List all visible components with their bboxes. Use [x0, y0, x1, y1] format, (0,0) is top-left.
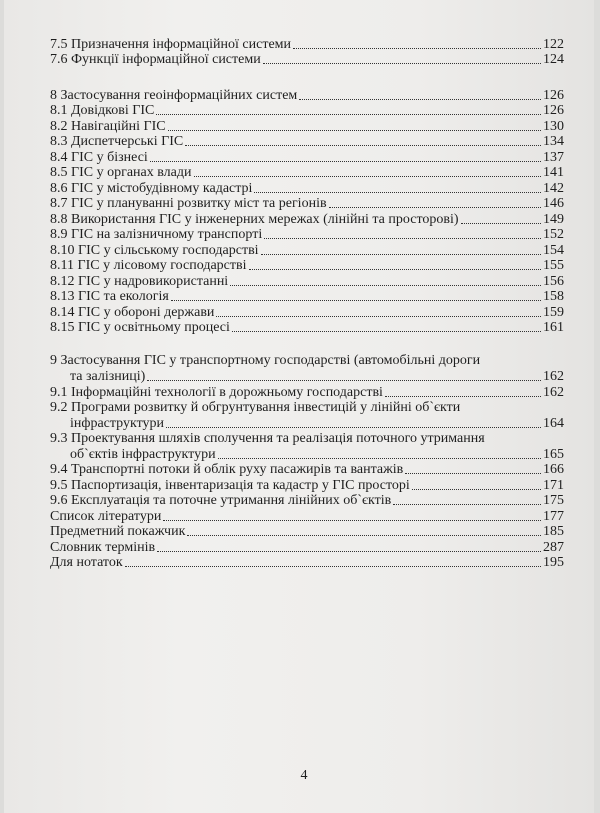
- dot-leader: [125, 566, 541, 567]
- dot-leader: [412, 489, 541, 490]
- toc-entry-title: 7.5 Призначення інформаційної системи: [50, 36, 292, 52]
- toc-entry: [50, 273, 564, 289]
- dot-leader: [405, 473, 541, 474]
- toc-entry-page: 141: [543, 165, 564, 180]
- toc-entry: [50, 446, 564, 462]
- toc-entry: [50, 227, 564, 243]
- toc-entry-title: 9.4 Транспортні потоки й облік руху пасажирів та вантажів: [50, 462, 404, 477]
- toc-entry-page: 165: [543, 446, 564, 462]
- dot-leader: [171, 300, 541, 301]
- toc-entry-title: 8.9 ГІС на залізничному транспорті: [50, 227, 263, 242]
- toc-entry-title: 8.6 ГІС у містобудівному кадастрі: [50, 180, 253, 196]
- toc-entry-page: 175: [543, 493, 564, 508]
- toc-entry-page: 126: [543, 103, 564, 118]
- page-number: 4: [300, 768, 308, 783]
- toc-entry: [50, 242, 564, 258]
- toc-entry: [50, 289, 564, 305]
- toc-entry: [50, 211, 564, 227]
- toc-entry: [50, 369, 564, 385]
- toc-entry: [50, 524, 564, 540]
- toc-entry: [50, 384, 564, 400]
- dot-leader: [163, 520, 541, 521]
- toc-entry-title-line2: об`єктів інфраструктури: [70, 446, 216, 462]
- dot-leader: [299, 99, 541, 100]
- toc-entry-page: 149: [543, 211, 564, 227]
- dot-leader: [385, 396, 541, 397]
- toc-entry-title: Словник термінів: [50, 539, 156, 555]
- toc-entry-title-line2: та залізниці): [70, 369, 146, 384]
- toc-section-8: [50, 87, 564, 335]
- document-page: [4, 0, 594, 813]
- toc-entry-title: 8.11 ГІС у лісовому господарстві: [50, 258, 247, 273]
- dot-leader: [261, 254, 541, 255]
- dot-leader: [166, 427, 541, 428]
- dot-leader: [232, 331, 541, 332]
- toc-entry-multiline: [50, 400, 564, 431]
- dot-leader: [218, 458, 541, 459]
- toc-entry-page: 171: [543, 477, 564, 493]
- toc-entry: [50, 36, 564, 52]
- toc-entry-page: 195: [543, 555, 564, 570]
- toc-entry: [50, 134, 564, 150]
- toc-entry-page: 158: [543, 289, 564, 304]
- toc-entry-title: 8.7 ГІС у плануванні розвитку міст та регіонів: [50, 196, 327, 211]
- toc-entry-title: Список літератури: [50, 508, 162, 524]
- toc-entry-title-line2: інфраструктури: [70, 415, 165, 431]
- dot-leader: [185, 145, 541, 146]
- toc-entry: [50, 493, 564, 509]
- dot-leader: [156, 114, 541, 115]
- dot-leader: [230, 285, 541, 286]
- toc-entry-page: 154: [543, 242, 564, 258]
- toc-entry-title: 9.1 Інформаційні технології в дорожньому господарстві: [50, 384, 383, 400]
- toc-entry-page: 155: [543, 258, 564, 273]
- toc-entry: [50, 52, 564, 68]
- toc-entry: [50, 320, 564, 336]
- toc-entry-multiline: [50, 353, 564, 384]
- toc-entry-title: 8.10 ГІС у сільському господарстві: [50, 242, 259, 258]
- toc-entry-title: 8.8 Використання ГІС у інженерних мережах (лінійні та просторові): [50, 211, 459, 227]
- toc-entry-page: 130: [543, 118, 564, 134]
- toc-entry-title: 8.2 Навігаційні ГІС: [50, 118, 166, 134]
- toc-entry-page: 164: [543, 415, 564, 431]
- toc-entry-title: 8.13 ГІС та екологія: [50, 289, 169, 304]
- toc-entry: [50, 149, 564, 165]
- dot-leader: [393, 504, 541, 505]
- toc-entry-page: 287: [543, 539, 564, 555]
- toc-entry-page: 161: [543, 320, 564, 335]
- toc-entry-page: 166: [543, 462, 564, 477]
- dot-leader: [293, 48, 541, 49]
- toc-entry-page: 159: [543, 304, 564, 320]
- dot-leader: [263, 63, 541, 64]
- dot-leader: [147, 380, 541, 381]
- toc-entry: [50, 118, 564, 134]
- toc-section-9: [50, 353, 564, 570]
- toc-entry-page: 137: [543, 149, 564, 165]
- dot-leader: [249, 269, 542, 270]
- dot-leader: [187, 535, 541, 536]
- dot-leader: [329, 207, 541, 208]
- toc-entry-title: 8.12 ГІС у надровикористанні: [50, 273, 229, 289]
- toc-entry-title: 9.5 Паспортизація, інвентаризація та кадастр у ГІС просторі: [50, 477, 410, 493]
- toc-entry-title: 8.3 Диспетчерські ГІС: [50, 134, 184, 149]
- table-of-contents: [50, 36, 564, 570]
- dot-leader: [264, 238, 541, 239]
- toc-entry: [50, 555, 564, 571]
- toc-section-7: [50, 36, 564, 67]
- dot-leader: [168, 130, 541, 131]
- dot-leader: [461, 223, 541, 224]
- toc-entry: [50, 304, 564, 320]
- toc-entry-title: 8.4 ГІС у бізнесі: [50, 149, 148, 165]
- toc-entry: [50, 103, 564, 119]
- toc-entry-title: Предметний покажчик: [50, 524, 186, 539]
- toc-entry-page: 134: [543, 134, 564, 149]
- toc-entry: [50, 165, 564, 181]
- dot-leader: [194, 176, 542, 177]
- toc-entry-page: 177: [543, 508, 564, 524]
- toc-entry: [50, 462, 564, 478]
- toc-entry-page: 142: [543, 180, 564, 196]
- toc-entry: [50, 415, 564, 431]
- dot-leader: [150, 161, 541, 162]
- dot-leader: [216, 316, 541, 317]
- toc-entry: [50, 87, 564, 103]
- toc-entry-page: 156: [543, 273, 564, 289]
- toc-entry: [50, 539, 564, 555]
- toc-entry: [50, 196, 564, 212]
- toc-entry: [50, 477, 564, 493]
- toc-entry-title: 8 Застосування геоінформаційних систем: [50, 87, 298, 103]
- toc-entry-page: 146: [543, 196, 564, 211]
- toc-entry-title: 7.6 Функції інформаційної системи: [50, 52, 261, 67]
- toc-entry-page: 124: [543, 52, 564, 67]
- toc-entry-title-line1: 9 Застосування ГІС у транспортному господарстві (автомобільні дороги: [50, 353, 481, 368]
- toc-entry-title: 8.15 ГІС у освітньому процесі: [50, 320, 230, 335]
- toc-entry: [50, 180, 564, 196]
- toc-entry-title: Для нотаток: [50, 555, 123, 570]
- toc-entry-multiline: [50, 431, 564, 462]
- toc-entry-page: 185: [543, 524, 564, 539]
- toc-entry-title: 8.14 ГІС у обороні держави: [50, 304, 215, 320]
- toc-entry: [50, 508, 564, 524]
- toc-entry: [50, 258, 564, 274]
- toc-entry-title-line1: 9.3 Проектування шляхів сполучення та реалізація поточного утримання: [50, 430, 485, 446]
- toc-entry-title: 8.5 ГІС у органах влади: [50, 165, 192, 180]
- toc-entry-page: 126: [543, 87, 564, 103]
- toc-entry-page: 162: [543, 384, 564, 400]
- toc-entry-title: 9.6 Експлуатація та поточне утримання лінійних об`єктів: [50, 493, 392, 508]
- dot-leader: [254, 192, 541, 193]
- dot-leader: [157, 551, 541, 552]
- toc-entry-page: 122: [543, 36, 564, 52]
- toc-entry-title: 8.1 Довідкові ГІС: [50, 103, 155, 118]
- toc-entry-page: 162: [543, 369, 564, 384]
- toc-entry-title-line1: 9.2 Програми розвитку й обгрунтування інвестицій у лінійні об`єкти: [50, 399, 461, 415]
- toc-entry-page: 152: [543, 227, 564, 242]
